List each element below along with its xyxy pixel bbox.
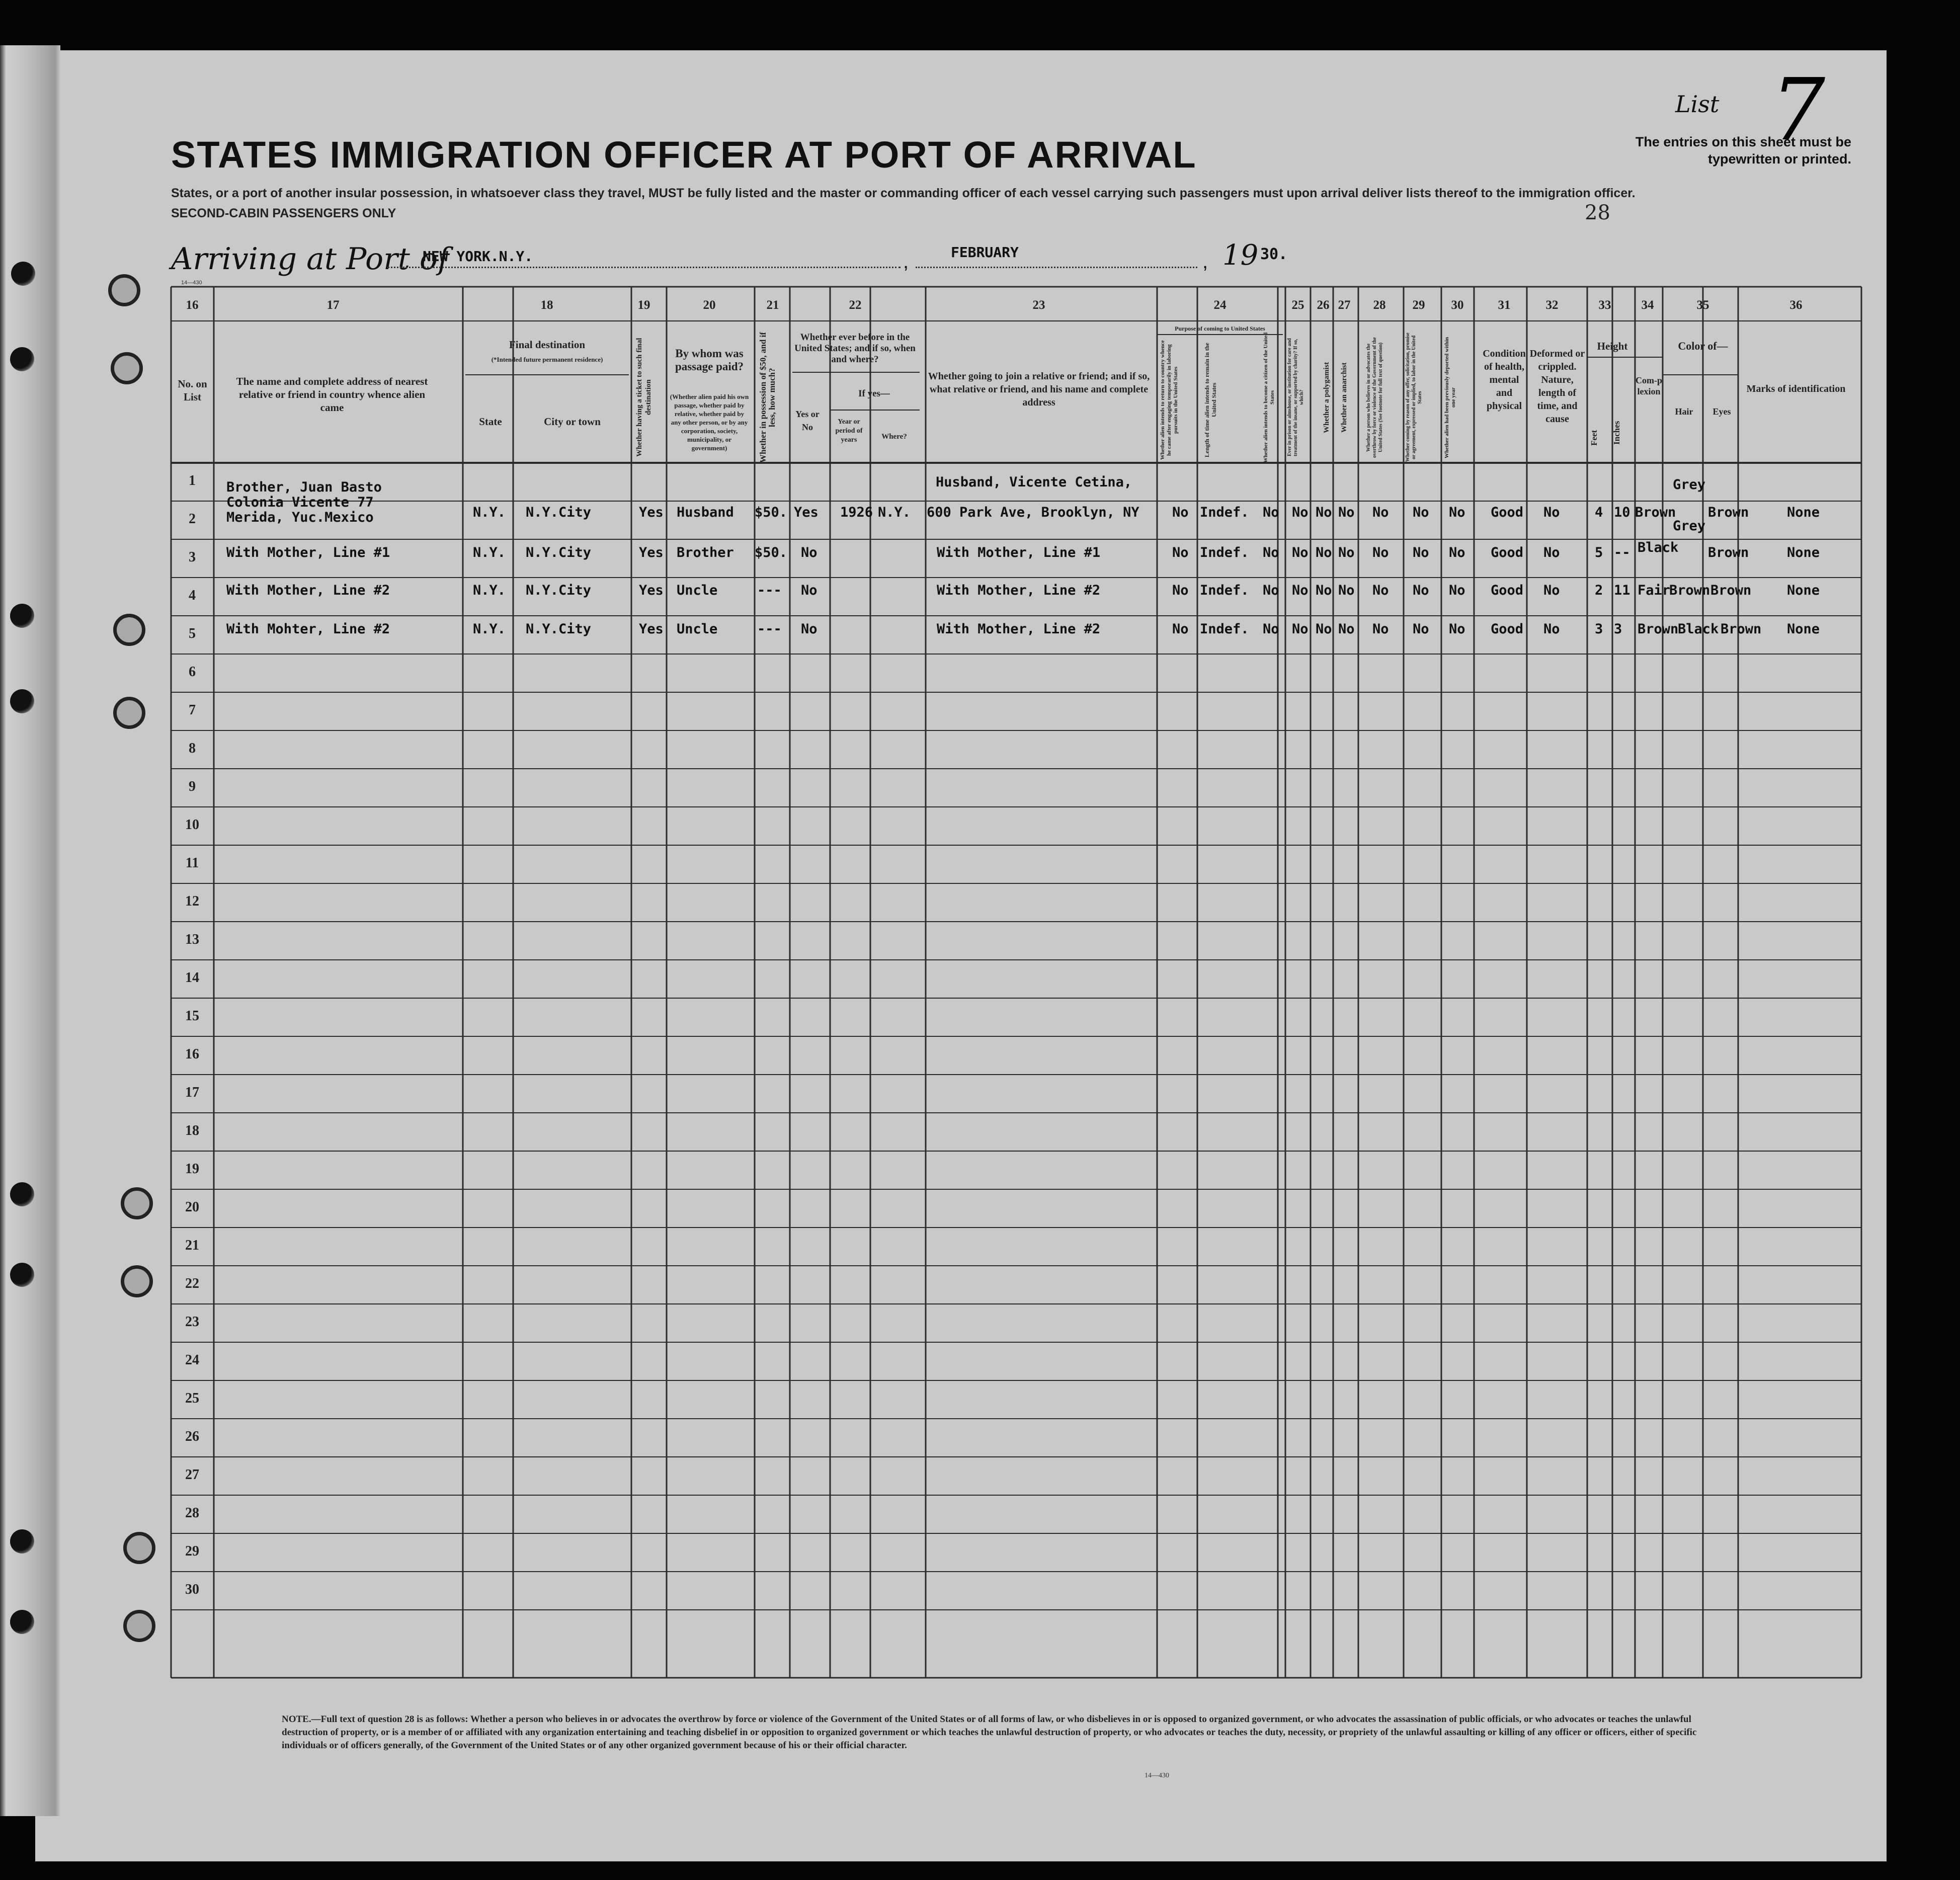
row-2-eyes: Brown	[1708, 545, 1749, 560]
row-1-health: Good	[1491, 505, 1524, 520]
row-2-labor: No	[1413, 545, 1429, 560]
header-citizen: Whether alien intends to become a citizen of the United States	[1263, 332, 1275, 463]
passenger-class-line: SECOND-CABIN PASSENGERS ONLY	[171, 206, 396, 220]
row-2-purpose-length: Indef.	[1200, 545, 1249, 560]
row-4-hair: Black	[1678, 621, 1719, 637]
row-1-state: N.Y.	[473, 505, 506, 520]
header-labor-contract: Whether coming by reason of any offer, solicitation, promise or agreement, expressed or implied, to labor in the United States	[1405, 333, 1423, 462]
row-4-anarchist: No	[1338, 621, 1355, 637]
col-num-27: 27	[1338, 298, 1351, 312]
port-value: NEW YORK.N.Y.	[423, 248, 533, 265]
list-number: 7	[1771, 60, 1826, 160]
corner-form-code: 14—430	[181, 280, 202, 286]
row-2-health: Good	[1491, 545, 1524, 560]
row-1-ticket: Yes	[639, 505, 664, 520]
header-passage-paid-note: (Whether alien paid his own passage, whether paid by relative, whether paid by any other person, or by any corporation, society, municipality, or government)	[670, 393, 749, 452]
row-number: 6	[189, 664, 196, 680]
header-money: Whether in possession of $50, and if less, how much?	[758, 332, 777, 463]
row-number: 15	[185, 1008, 199, 1024]
header-overthrow: Whether a person who believes in or advocates the overthrow by force or violence of the Government of the United States (See footnote for full text of question)	[1366, 337, 1383, 458]
row-3-citizen: No	[1263, 583, 1279, 598]
header-joining: Whether going to join a relative or friend; and if so, what relative or friend, and his name and complete address	[928, 371, 1150, 408]
row-number: 19	[185, 1161, 199, 1177]
row-3-marks: None	[1787, 583, 1820, 598]
row-number: 5	[189, 626, 196, 641]
row-3-deformed: No	[1543, 583, 1560, 598]
row-3-state: N.Y.	[473, 583, 506, 598]
row-3-health: Good	[1491, 583, 1524, 598]
row-number: 7	[189, 702, 196, 718]
row-3-hair: Brown	[1669, 583, 1710, 598]
row-4-deported: No	[1449, 621, 1465, 637]
form-code: 14—430	[1145, 1772, 1169, 1779]
col-num-25: 25	[1291, 298, 1304, 312]
binder-ring-icon	[123, 1610, 155, 1642]
header-city: City or town	[544, 416, 601, 428]
binder-ring-icon	[113, 614, 145, 646]
page-title: STATES IMMIGRATION OFFICER AT PORT OF ARRIVAL	[171, 134, 1197, 176]
header-prison: Ever in prison or almshouse, or institution for care and treatment of the insane, or supported by charity? If so, which?	[1287, 338, 1304, 457]
port-underline	[387, 267, 901, 268]
row-1-deported: No	[1449, 505, 1465, 520]
row-4-inches: 3	[1614, 621, 1622, 637]
col-num-36: 36	[1789, 298, 1803, 312]
header-no-on-list: No. on List	[178, 378, 207, 403]
row-1-citizen: No	[1263, 505, 1279, 520]
row-4-before: No	[801, 621, 818, 637]
header-state: State	[479, 416, 502, 428]
row-4-eyes: Brown	[1721, 621, 1762, 637]
row-2-complexion: Black	[1638, 540, 1679, 555]
row-number: 26	[185, 1429, 199, 1444]
header-inches: Inches	[1612, 421, 1621, 445]
row-3-anarchist: No	[1338, 583, 1355, 598]
row-4-citizen: No	[1263, 621, 1279, 637]
row-number: 16	[185, 1046, 199, 1062]
comma-separator: ,	[903, 251, 909, 273]
row-number: 28	[185, 1505, 199, 1521]
row-number: 9	[189, 779, 196, 794]
row-2-city: N.Y.City	[526, 545, 592, 560]
col-num-33: 33	[1598, 298, 1611, 312]
header-yes-no: Yes or No	[795, 409, 820, 432]
row-1-eyes: Brown	[1708, 505, 1749, 520]
row-1-relative-line-2: Colonia Vicente 77	[226, 495, 374, 510]
footnote-question-28: NOTE.—Full text of question 28 is as follows: Whether a person who believes in or advocates the overthrow by force or violence of the Government of the United States or of all forms of law, or who disbelieves in or is opposed to organized government, or who advocates the assassination of public officials, or who advocates or teaches the unlawful destruction of property, or is a member of or affiliated with any organization entertaining and teaching disbelief in or opposition to organized government or which teaches the unlawful destruction of property, or who advocates or teaches the duty, necessity, or propriety of the unlawful assaulting or killing of any officer or officers, either of specific individuals or of officers generally, of the Government of the United States or of any other organized government because of his or their official character.	[282, 1714, 1697, 1751]
col-num-29: 29	[1412, 298, 1425, 312]
row-4-relative: With Mohter, Line #2	[226, 621, 390, 637]
entries-note: The entries on this sheet must be typewritten or printed.	[1635, 134, 1851, 167]
header-final-destination-note: (*Intended future permanent residence)	[491, 356, 603, 363]
row-1-where: N.Y.	[878, 505, 911, 520]
row-4-health: Good	[1491, 621, 1524, 637]
header-ticket: Whether having a ticket to such final destination	[635, 338, 652, 457]
row-2-deformed: No	[1543, 545, 1560, 560]
row-2-deported: No	[1449, 545, 1465, 560]
col-num-20: 20	[703, 298, 716, 312]
year-suffix: 30.	[1260, 246, 1288, 263]
row-2-feet: 5	[1595, 545, 1603, 560]
col-num-17: 17	[326, 298, 340, 312]
col-num-24: 24	[1213, 298, 1227, 312]
row-number: 18	[185, 1123, 199, 1138]
row-2-state: N.Y.	[473, 545, 506, 560]
binding-spine	[0, 45, 60, 1816]
row-1-purpose-return: No	[1172, 505, 1189, 520]
row-number: 25	[185, 1391, 199, 1406]
row-number: 12	[185, 893, 199, 909]
row-1-paid-by: Husband	[677, 505, 734, 520]
row-4-paid-by: Uncle	[677, 621, 718, 637]
header-name-address: The name and complete address of nearest relative or friend in country whence alien came	[236, 375, 428, 414]
row-1-before: Yes	[794, 505, 819, 520]
row-1-joining-line-1: Husband, Vicente Cetina,	[936, 474, 1132, 490]
row-3-ticket: Yes	[639, 583, 664, 598]
row-3-joining: With Mother, Line #2	[937, 583, 1101, 598]
row-2-before: No	[801, 545, 818, 560]
row-1-marks: None	[1787, 505, 1820, 520]
row-4-deformed: No	[1543, 621, 1560, 637]
row-3-purpose-return: No	[1172, 583, 1189, 598]
row-3-complexion: Fair	[1638, 583, 1671, 598]
binder-ring-icon	[123, 1532, 155, 1564]
row-3-eyes: Brown	[1710, 583, 1752, 598]
month-value: FEBRUARY	[951, 244, 1019, 261]
col-num-19: 19	[637, 298, 650, 312]
row-number: 4	[189, 588, 196, 603]
row-1-relative-line-1: Brother, Juan Basto	[226, 479, 382, 495]
binder-hole-icon	[10, 604, 34, 628]
row-2-paid-by: Brother	[677, 545, 734, 560]
row-1-overthrow: No	[1372, 505, 1389, 520]
binder-hole-icon	[10, 1610, 34, 1634]
row-2-overthrow: No	[1372, 545, 1389, 560]
row-number: 27	[185, 1467, 199, 1483]
instructions-line: States, or a port of another insular possession, in whatsoever class they travel, MUST be fully listed and the master or commanding officer of each vessel carrying such passengers must upon arrival deliver lists thereof to the immigration officer.	[171, 186, 1636, 200]
row-1-year: 1926	[840, 505, 873, 520]
binder-hole-icon	[10, 347, 34, 371]
row-1-hair: Grey	[1673, 477, 1706, 493]
row-number: 22	[185, 1276, 199, 1291]
col-num-30: 30	[1451, 298, 1464, 312]
header-passage-paid: By whom was passage paid?	[675, 347, 744, 373]
header-deported: Whether alien had been previously deported within one year	[1444, 337, 1456, 458]
col-num-35: 35	[1696, 298, 1709, 312]
row-2-money: $50.	[755, 545, 788, 560]
header-final-destination: Final destination	[509, 339, 586, 351]
col-num-26: 26	[1317, 298, 1330, 312]
row-number: 30	[185, 1582, 199, 1597]
page-mark: 28	[1585, 201, 1610, 224]
row-1-anarchist: No	[1338, 505, 1355, 520]
binder-ring-icon	[113, 697, 145, 729]
row-2-citizen: No	[1263, 545, 1279, 560]
list-label: List	[1675, 91, 1720, 118]
row-3-feet: 2	[1595, 583, 1603, 598]
header-purpose: Purpose of coming to United States	[1175, 325, 1265, 332]
row-3-prison: No	[1292, 583, 1309, 598]
row-4-polygamist: No	[1316, 621, 1332, 637]
binder-ring-icon	[111, 352, 143, 384]
row-1-deformed: No	[1543, 505, 1560, 520]
binder-hole-icon	[10, 1182, 34, 1206]
row-number: 21	[185, 1238, 199, 1253]
col-num-23: 23	[1032, 298, 1045, 312]
row-4-state: N.Y.	[473, 621, 506, 637]
row-4-ticket: Yes	[639, 621, 664, 637]
manifest-sheet	[35, 50, 1887, 1861]
header-purpose-length: Length of time alien intends to remain in the United States	[1203, 343, 1217, 457]
row-2-polygamist: No	[1316, 545, 1332, 560]
row-4-prison: No	[1292, 621, 1309, 637]
header-where: Where?	[881, 433, 907, 441]
row-number: 14	[185, 970, 199, 986]
row-2-inches: --	[1614, 545, 1630, 560]
row-number: 1	[189, 473, 196, 488]
row-2-marks: None	[1787, 545, 1820, 560]
binder-ring-icon	[121, 1265, 153, 1297]
binder-hole-icon	[10, 1529, 34, 1554]
col-num-32: 32	[1545, 298, 1559, 312]
binder-ring-icon	[121, 1187, 153, 1219]
col-num-18: 18	[540, 298, 553, 312]
row-1-city: N.Y.City	[526, 505, 592, 520]
row-number: 20	[185, 1199, 199, 1215]
row-3-before: No	[801, 583, 818, 598]
header-eyes: Eyes	[1712, 406, 1731, 417]
binder-ring-icon	[108, 274, 140, 306]
header-hair: Hair	[1675, 406, 1693, 417]
row-3-polygamist: No	[1316, 583, 1332, 598]
col-num-21: 21	[766, 298, 779, 312]
row-1-money: $50.	[755, 505, 788, 520]
row-3-city: N.Y.City	[526, 583, 592, 598]
binder-hole-icon	[10, 1263, 34, 1287]
row-2-joining: With Mother, Line #1	[937, 545, 1101, 560]
row-4-purpose-length: Indef.	[1200, 621, 1249, 637]
header-height: Height	[1597, 340, 1628, 352]
row-number: 23	[185, 1314, 199, 1330]
row-1-prison: No	[1292, 505, 1309, 520]
header-year-period: Year or period of years	[835, 418, 863, 444]
row-number: 3	[189, 549, 196, 565]
row-4-marks: None	[1787, 621, 1820, 637]
row-2-relative: With Mother, Line #1	[226, 545, 390, 560]
row-3-money: ---	[757, 583, 782, 598]
header-marks: Marks of identification	[1746, 383, 1846, 394]
row-number: 2	[189, 511, 196, 527]
year-prefix: 19	[1222, 239, 1259, 272]
header-before-in-us: Whether ever before in the United States; and if so, when and where?	[794, 332, 916, 365]
header-color-of: Color of—	[1678, 340, 1728, 352]
row-4-feet: 3	[1595, 621, 1603, 637]
row-1-relative-line-3: Merida, Yuc.Mexico	[226, 510, 374, 525]
header-anarchist: Whether an anarchist	[1340, 362, 1348, 433]
col-num-22: 22	[849, 298, 862, 312]
row-number: 10	[185, 817, 199, 833]
row-3-inches: 11	[1614, 583, 1630, 598]
header-deformed: Deformed or crippled. Nature, length of time, and cause	[1529, 348, 1585, 425]
row-2-anarchist: No	[1338, 545, 1355, 560]
row-4-overthrow: No	[1372, 621, 1389, 637]
header-purpose-return: Whether alien intends to return to country whence he came after engaging temporarily in laboring pursuits in the United States	[1160, 340, 1179, 460]
row-2-ticket: Yes	[639, 545, 664, 560]
row-2-prison: No	[1292, 545, 1309, 560]
col-num-16: 16	[186, 298, 199, 312]
row-number: 8	[189, 741, 196, 756]
row-3-relative: With Mother, Line #2	[226, 583, 390, 598]
month-underline	[916, 267, 1197, 268]
row-2-purpose-return: No	[1172, 545, 1189, 560]
arriving-label: Arriving at Port of	[171, 241, 449, 277]
row-1-labor: No	[1413, 505, 1429, 520]
row-4-purpose-return: No	[1172, 621, 1189, 637]
col-num-34: 34	[1641, 298, 1654, 312]
row-1-complexion: Brown	[1635, 505, 1676, 520]
row-3-paid-by: Uncle	[677, 583, 718, 598]
row-3-deported: No	[1449, 583, 1465, 598]
row-number: 13	[185, 932, 199, 947]
row-2-hair: Grey	[1673, 518, 1706, 534]
row-3-purpose-length: Indef.	[1200, 583, 1249, 598]
row-number: 24	[185, 1352, 199, 1368]
row-1-feet: 4	[1595, 505, 1603, 520]
col-num-31: 31	[1498, 298, 1511, 312]
row-4-joining: With Mother, Line #2	[937, 621, 1101, 637]
row-4-city: N.Y.City	[526, 621, 592, 637]
row-3-overthrow: No	[1372, 583, 1389, 598]
header-if-yes: If yes—	[858, 388, 890, 399]
row-1-purpose-length: Indef.	[1200, 505, 1249, 520]
header-polygamist: Whether a polygamist	[1323, 362, 1331, 433]
row-1-inches: 10	[1614, 505, 1630, 520]
row-1-joining-line-2: 600 Park Ave, Brooklyn, NY	[927, 505, 1139, 520]
row-3-labor: No	[1413, 583, 1429, 598]
row-4-complexion: Brown	[1638, 621, 1679, 637]
header-feet: Feet	[1589, 430, 1599, 446]
row-1-polygamist: No	[1316, 505, 1332, 520]
header-complexion: Com-plexion	[1636, 375, 1662, 396]
binder-hole-icon	[10, 689, 34, 713]
header-health: Condition of health, mental and physical	[1483, 348, 1526, 412]
row-number: 17	[185, 1085, 199, 1100]
binder-hole-icon	[11, 262, 35, 286]
row-4-money: ---	[757, 621, 782, 637]
row-number: 11	[185, 855, 199, 871]
col-num-28: 28	[1373, 298, 1386, 312]
row-number: 29	[185, 1543, 199, 1559]
comma-separator: ,	[1202, 251, 1208, 273]
row-4-labor: No	[1413, 621, 1429, 637]
